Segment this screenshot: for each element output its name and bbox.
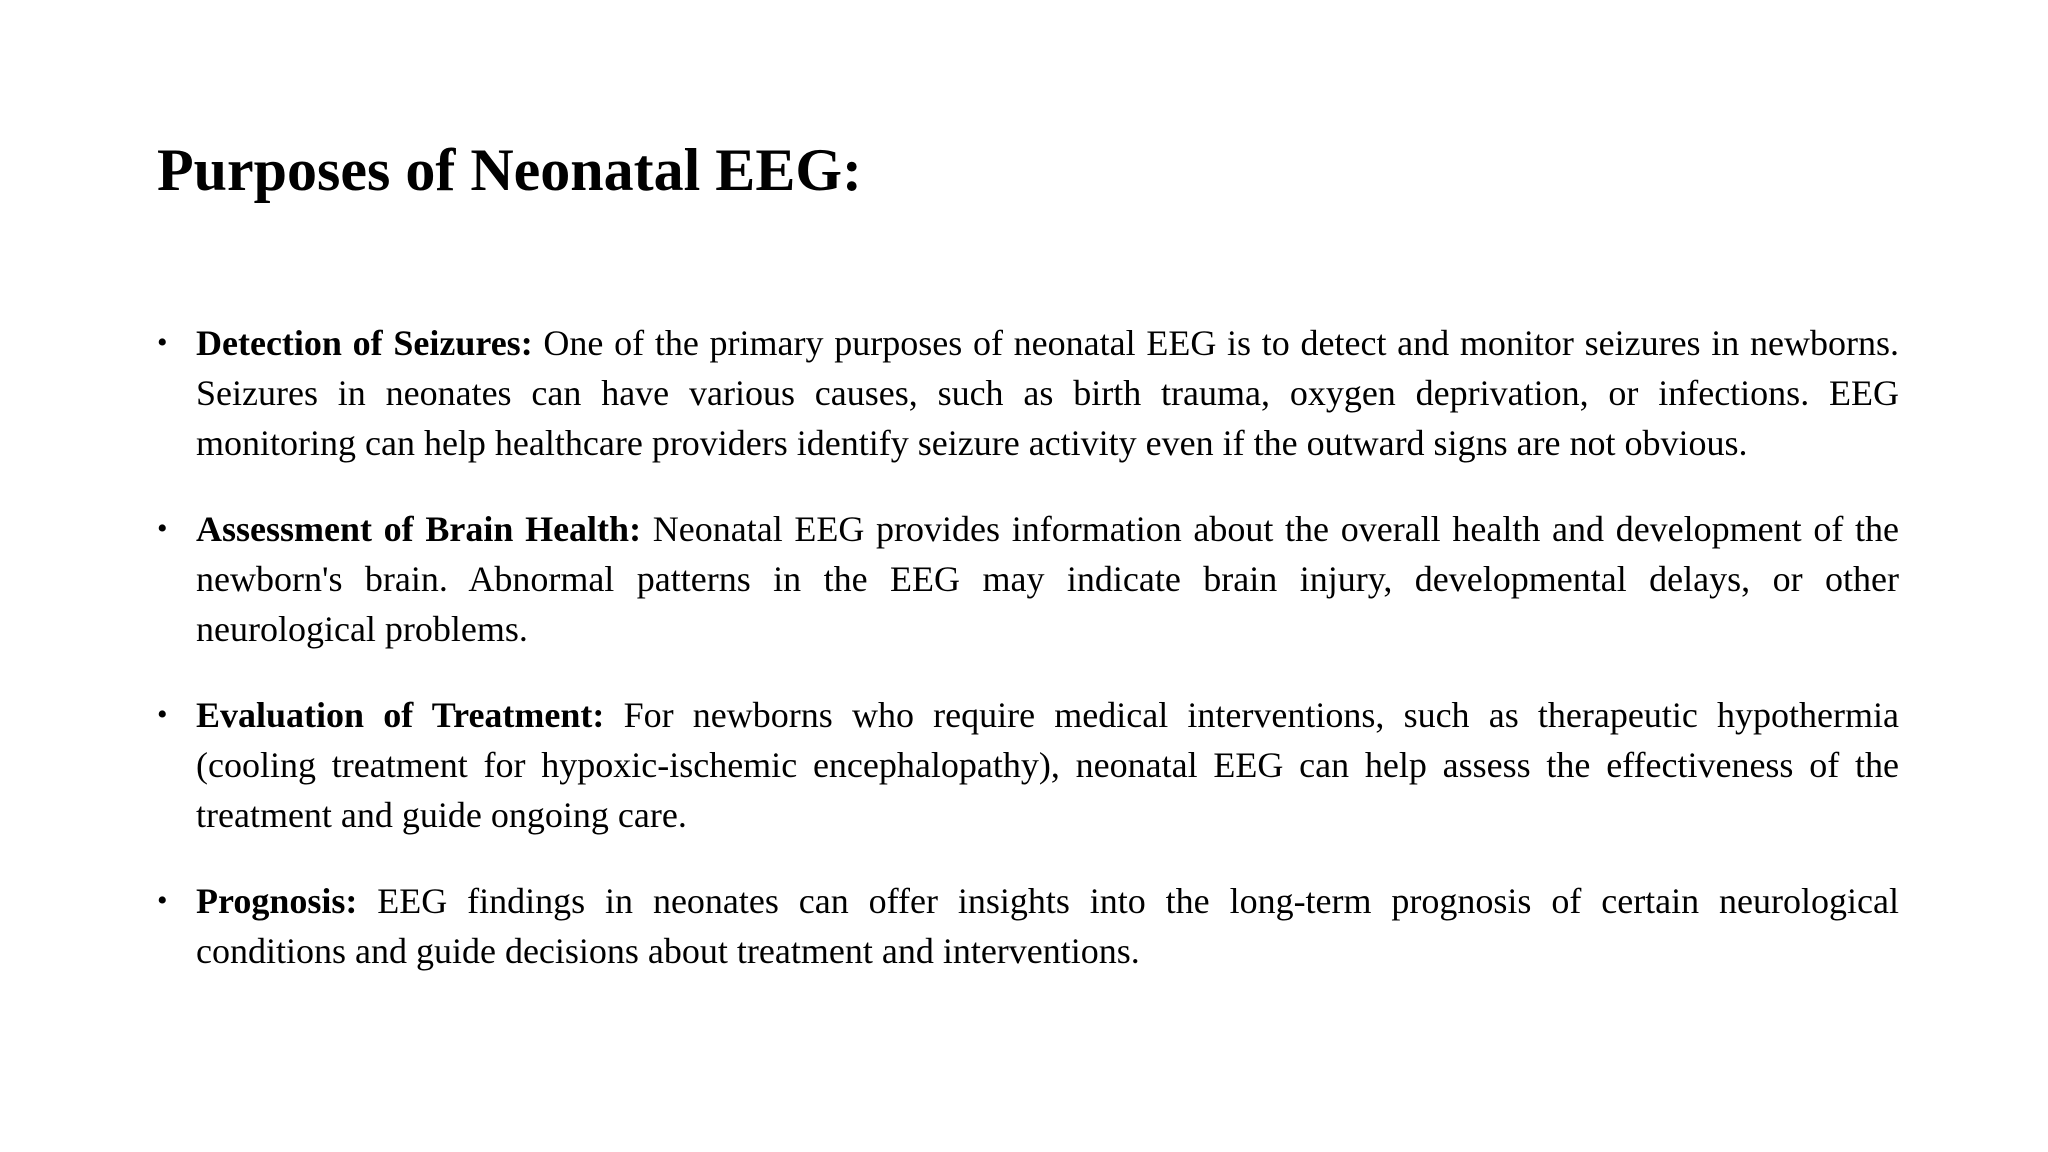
bullet-item-detection-of-seizures [157, 318, 1899, 468]
bullet-list [157, 318, 1899, 1012]
bullet-term: Prognosis: [196, 881, 358, 921]
bullet-icon: • [157, 326, 168, 359]
bullet-text: For newborns who require medical interventions, such as therapeutic hypothermia (cooling treatment for hypoxic-ischemic encephalopathy), neonatal EEG can help assess the effectiveness of the treatment and guide ongoing care. [196, 695, 1899, 835]
bullet-item-evaluation-of-treatment [157, 690, 1899, 840]
bullet-text: One of the primary purposes of neonatal EEG is to detect and monitor seizures in newborns. Seizures in neonates can have various causes, such as birth trauma, oxygen deprivation, or infections. EEG monitoring can help healthcare providers identify seizure activity even if the outward signs are not obvious. [196, 323, 1899, 463]
bullet-item-assessment-of-brain-health [157, 504, 1899, 654]
bullet-term: Assessment of Brain Health: [196, 509, 642, 549]
bullet-term: Detection of Seizures: [196, 323, 533, 363]
bullet-icon: • [157, 698, 168, 731]
bullet-term: Evaluation of Treatment: [196, 695, 605, 735]
bullet-icon: • [157, 884, 168, 917]
bullet-text: EEG findings in neonates can offer insights into the long-term prognosis of certain neurological conditions and guide decisions about treatment and interventions. [196, 881, 1899, 971]
slide-title: Purposes of Neonatal EEG: [157, 137, 862, 203]
bullet-text: Neonatal EEG provides information about the overall health and development of the newborn's brain. Abnormal patterns in the EEG may indicate brain injury, developmental delays, or other neurological problems. [196, 509, 1899, 649]
bullet-item-prognosis [157, 876, 1899, 976]
bullet-icon: • [157, 512, 168, 545]
